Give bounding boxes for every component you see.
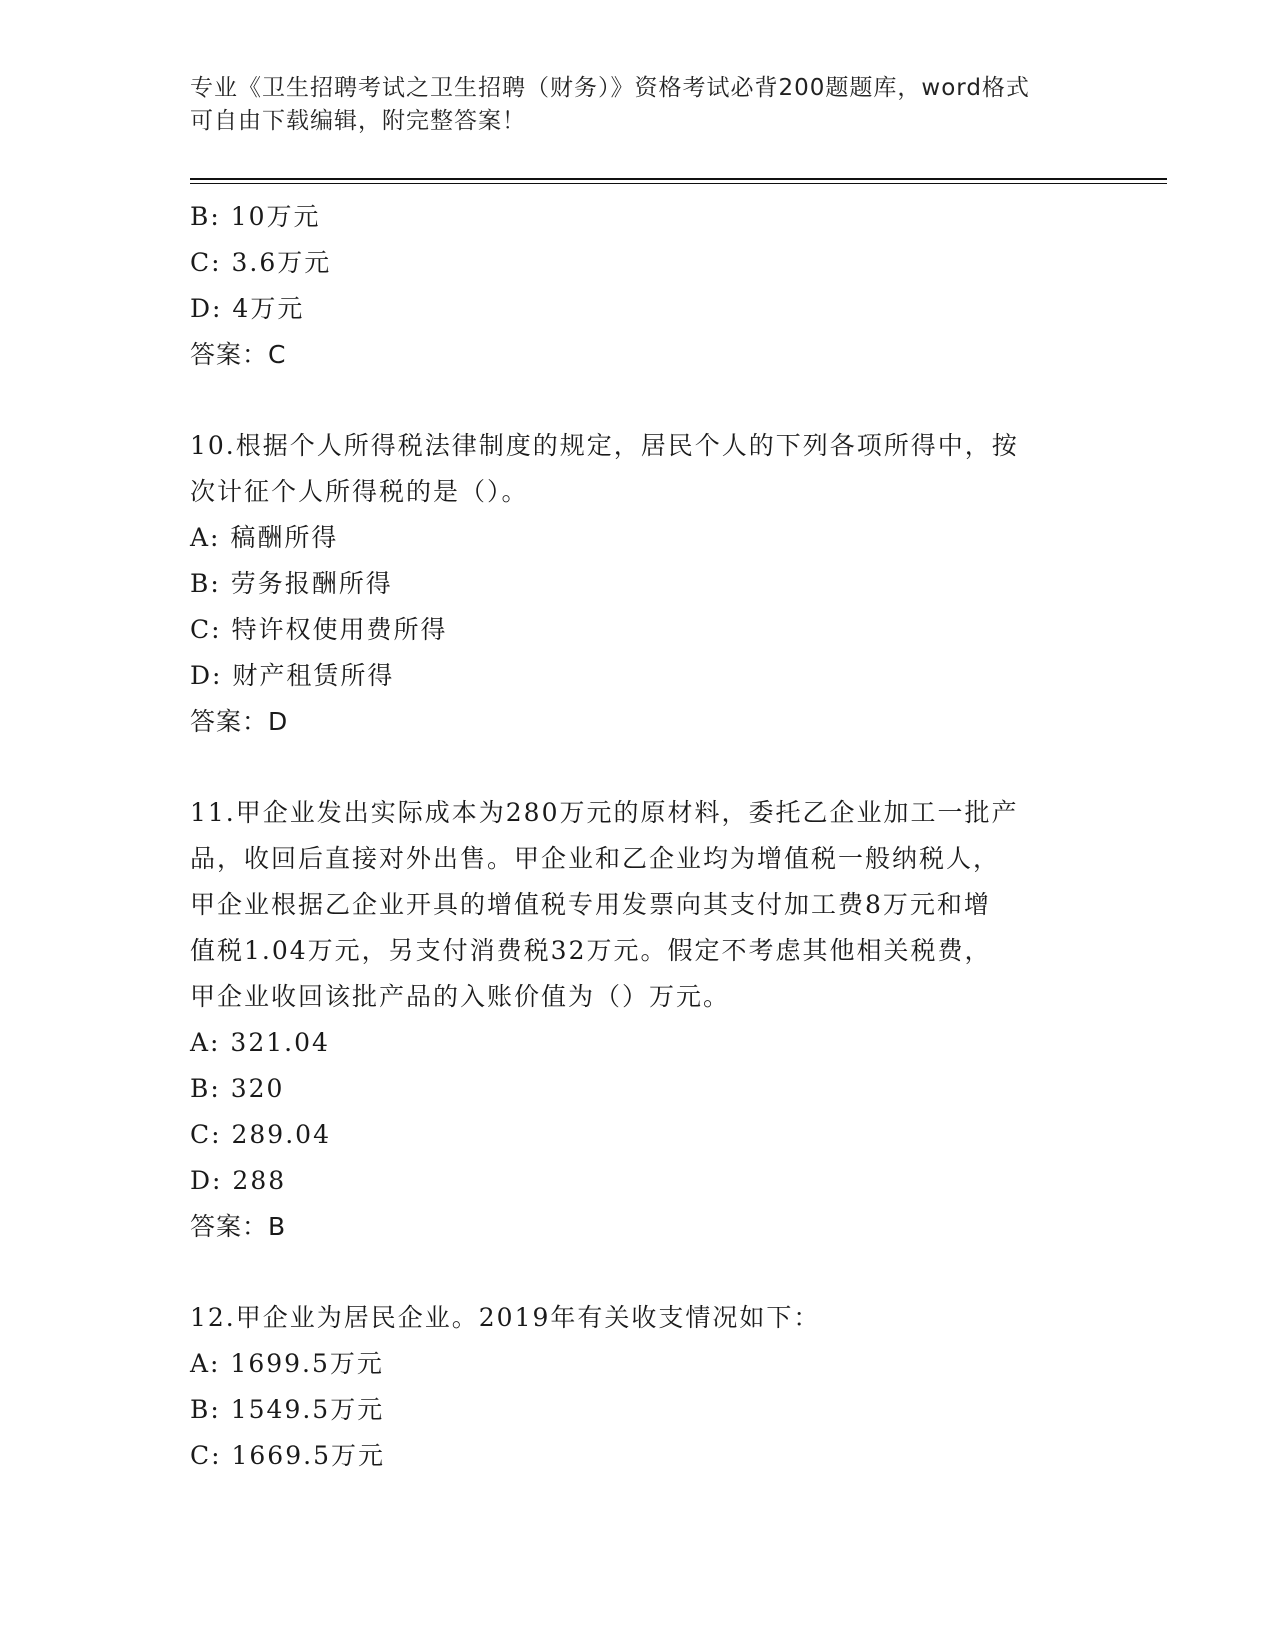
answer-label: 答案：B (190, 1212, 287, 1241)
question-stem-line: 12.甲企业为居民企业。2019年有关收支情况如下： (190, 1303, 821, 1332)
header-rule-thin (190, 183, 1167, 184)
question-stem-line: 甲企业收回该批产品的入账价值为（）万元。 (190, 982, 731, 1011)
question-10 (190, 423, 1090, 745)
option-a: A: 稿酬所得 (190, 523, 339, 552)
option-b: B: 10万元 (190, 202, 321, 231)
option-b: B: 320 (190, 1074, 285, 1103)
option-b: B: 1549.5万元 (190, 1395, 385, 1424)
option-c: C: 1669.5万元 (190, 1441, 385, 1470)
option-c: C: 289.04 (190, 1120, 331, 1149)
question-9-tail (190, 194, 1090, 378)
answer-label: 答案：D (190, 707, 289, 736)
header-title-line-1: 专业《卫生招聘考试之卫生招聘（财务）》资格考试必背200题题库，word格式 (190, 75, 1030, 101)
document-header (190, 72, 1090, 138)
header-rule-thick (190, 178, 1167, 180)
option-d: D: 4万元 (190, 294, 305, 323)
question-stem-line: 10.根据个人所得税法律制度的规定，居民个人的下列各项所得中，按 (190, 431, 1019, 460)
question-stem-line: 值税1.04万元，另支付消费税32万元。假定不考虑其他相关税费， (190, 936, 992, 965)
question-stem-line: 甲企业根据乙企业开具的增值税专用发票向其支付加工费8万元和增 (190, 890, 991, 919)
option-c: C: 特许权使用费所得 (190, 615, 448, 644)
option-a: A: 321.04 (190, 1028, 330, 1057)
question-stem-line: 品，收回后直接对外出售。甲企业和乙企业均为增值税一般纳税人， (190, 844, 1001, 873)
question-11 (190, 790, 1090, 1250)
question-stem-line: 11.甲企业发出实际成本为280万元的原材料，委托乙企业加工一批产 (190, 798, 1019, 827)
answer-label: 答案：C (190, 340, 287, 369)
question-list (190, 194, 1090, 1479)
option-d: D: 288 (190, 1166, 287, 1195)
question-12 (190, 1295, 1090, 1479)
option-c: C: 3.6万元 (190, 248, 332, 277)
question-stem-line: 次计征个人所得税的是（）。 (190, 477, 529, 506)
header-title-line-2: 可自由下载编辑，附完整答案！ (190, 108, 526, 134)
option-b: B: 劳务报酬所得 (190, 569, 393, 598)
option-d: D: 财产租赁所得 (190, 661, 395, 690)
option-a: A: 1699.5万元 (190, 1349, 384, 1378)
